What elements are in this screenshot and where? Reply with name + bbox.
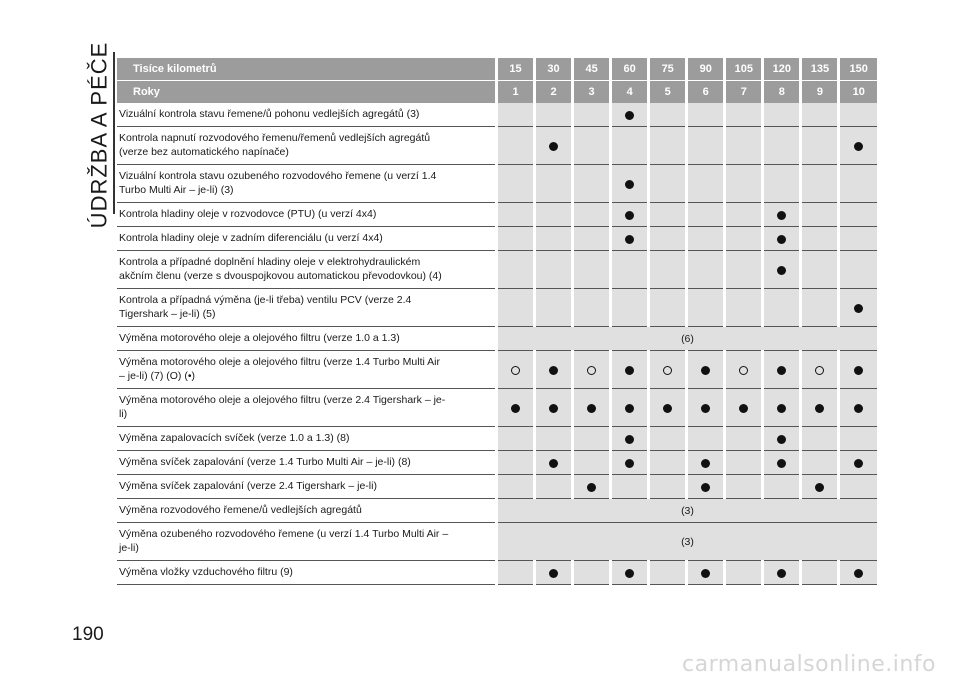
filled-circle-icon (625, 459, 634, 468)
row-note: (3) (496, 499, 877, 523)
interval-cell (687, 103, 725, 127)
interval-cell (763, 427, 801, 451)
row-description: Kontrola hladiny oleje v zadním diferenciálu (u verzí 4x4) (117, 227, 496, 251)
filled-circle-icon (854, 142, 863, 151)
interval-cell (535, 203, 573, 227)
filled-circle-icon (854, 404, 863, 413)
filled-circle-icon (625, 211, 634, 220)
table-row (117, 289, 877, 327)
interval-cell (649, 289, 687, 327)
interval-cell (839, 227, 877, 251)
header-year-cell: 9 (801, 81, 839, 104)
header-km-cell: 75 (649, 58, 687, 81)
header-km-cell: 45 (573, 58, 611, 81)
header-year-cell: 10 (839, 81, 877, 104)
interval-cell (649, 165, 687, 203)
interval-cell (763, 389, 801, 427)
interval-cell (687, 351, 725, 389)
interval-cell (801, 427, 839, 451)
row-note: (6) (496, 327, 877, 351)
interval-cell (801, 351, 839, 389)
table-row (117, 103, 877, 127)
table-row (117, 127, 877, 165)
interval-cell (496, 165, 534, 203)
interval-cell (725, 127, 763, 165)
interval-cell (725, 203, 763, 227)
interval-cell (535, 227, 573, 251)
interval-cell (573, 389, 611, 427)
table-row (117, 427, 877, 451)
interval-cell (611, 561, 649, 585)
interval-cell (839, 351, 877, 389)
filled-circle-icon (625, 366, 634, 375)
watermark: carmanualsonline.info (682, 652, 936, 677)
interval-cell (725, 351, 763, 389)
interval-cell (687, 127, 725, 165)
interval-cell (573, 351, 611, 389)
maintenance-schedule-table (117, 58, 877, 585)
table-row (117, 165, 877, 203)
interval-cell (573, 103, 611, 127)
interval-cell (649, 389, 687, 427)
interval-cell (725, 451, 763, 475)
interval-cell (611, 227, 649, 251)
filled-circle-icon (815, 404, 824, 413)
interval-cell (535, 389, 573, 427)
filled-circle-icon (701, 483, 710, 492)
interval-cell (687, 203, 725, 227)
header-km-cell: 105 (725, 58, 763, 81)
row-description: Výměna svíček zapalování (verze 1.4 Turbo Multi Air – je-li) (8) (117, 451, 496, 475)
row-description: Výměna motorového oleje a olejového filtru (verze 1.0 a 1.3) (117, 327, 496, 351)
filled-circle-icon (777, 266, 786, 275)
table-row (117, 351, 877, 389)
section-divider (113, 52, 115, 214)
interval-cell (839, 103, 877, 127)
interval-cell (763, 227, 801, 251)
filled-circle-icon (739, 404, 748, 413)
section-title: ÚDRŽBA A PÉČE (86, 41, 111, 228)
interval-cell (801, 251, 839, 289)
filled-circle-icon (587, 404, 596, 413)
filled-circle-icon (549, 404, 558, 413)
row-note: (3) (496, 523, 877, 561)
filled-circle-icon (777, 404, 786, 413)
header-km-label: Tisíce kilometrů (117, 58, 496, 81)
header-year-cell: 1 (496, 81, 534, 104)
row-description: Výměna ozubeného rozvodového řemene (u verzí 1.4 Turbo Multi Air – je-li) (117, 523, 496, 561)
interval-cell (763, 251, 801, 289)
filled-circle-icon (854, 569, 863, 578)
interval-cell (801, 127, 839, 165)
interval-cell (763, 561, 801, 585)
row-description: Kontrola a případná výměna (je-li třeba) ventilu PCV (verze 2.4 Tigershark – je-li) (5) (117, 289, 496, 327)
filled-circle-icon (854, 459, 863, 468)
header-row-km (117, 58, 877, 81)
interval-cell (801, 389, 839, 427)
interval-cell (687, 165, 725, 203)
interval-cell (611, 251, 649, 289)
interval-cell (573, 127, 611, 165)
interval-cell (496, 427, 534, 451)
interval-cell (611, 127, 649, 165)
row-description: Výměna motorového oleje a olejového filtru (verze 2.4 Tigershark – je- li) (117, 389, 496, 427)
interval-cell (763, 103, 801, 127)
interval-cell (725, 561, 763, 585)
interval-cell (611, 351, 649, 389)
interval-cell (763, 475, 801, 499)
filled-circle-icon (701, 569, 710, 578)
interval-cell (496, 227, 534, 251)
header-year-cell: 6 (687, 81, 725, 104)
row-description: Kontrola a případné doplnění hladiny oleje v elektrohydraulickém akčním členu (verze s dvouspojkovou automatickou převodovkou) (4) (117, 251, 496, 289)
table-row (117, 561, 877, 585)
interval-cell (801, 227, 839, 251)
interval-cell (801, 475, 839, 499)
interval-cell (611, 165, 649, 203)
interval-cell (839, 289, 877, 327)
interval-cell (611, 389, 649, 427)
interval-cell (611, 289, 649, 327)
row-description: Kontrola hladiny oleje v rozvodovce (PTU) (u verzí 4x4) (117, 203, 496, 227)
interval-cell (801, 451, 839, 475)
interval-cell (839, 165, 877, 203)
interval-cell (496, 351, 534, 389)
row-description: Vizuální kontrola stavu ozubeného rozvodového řemene (u verzí 1.4 Turbo Multi Air – je-li) (3) (117, 165, 496, 203)
table-row (117, 475, 877, 499)
filled-circle-icon (777, 235, 786, 244)
row-description: Kontrola napnutí rozvodového řemenu/řemenů vedlejších agregátů (verze bez automatického napínače) (117, 127, 496, 165)
filled-circle-icon (511, 404, 520, 413)
header-year-cell: 5 (649, 81, 687, 104)
interval-cell (725, 427, 763, 451)
interval-cell (535, 561, 573, 585)
interval-cell (573, 227, 611, 251)
interval-cell (801, 203, 839, 227)
header-km-cell: 135 (801, 58, 839, 81)
interval-cell (763, 351, 801, 389)
interval-cell (496, 127, 534, 165)
interval-cell (535, 351, 573, 389)
filled-circle-icon (549, 366, 558, 375)
interval-cell (649, 203, 687, 227)
interval-cell (649, 475, 687, 499)
interval-cell (763, 127, 801, 165)
row-description: Výměna rozvodového řemene/ů vedlejších agregátů (117, 499, 496, 523)
interval-cell (649, 561, 687, 585)
interval-cell (573, 251, 611, 289)
interval-cell (801, 289, 839, 327)
interval-cell (573, 289, 611, 327)
filled-circle-icon (587, 483, 596, 492)
interval-cell (611, 103, 649, 127)
interval-cell (839, 203, 877, 227)
interval-cell (649, 427, 687, 451)
interval-cell (649, 351, 687, 389)
open-circle-icon (663, 366, 672, 375)
interval-cell (801, 165, 839, 203)
interval-cell (611, 203, 649, 227)
interval-cell (725, 289, 763, 327)
interval-cell (496, 475, 534, 499)
interval-cell (535, 427, 573, 451)
interval-cell (573, 427, 611, 451)
interval-cell (496, 289, 534, 327)
interval-cell (496, 561, 534, 585)
interval-cell (649, 451, 687, 475)
interval-cell (611, 451, 649, 475)
interval-cell (763, 451, 801, 475)
table-row (117, 251, 877, 289)
interval-cell (535, 475, 573, 499)
interval-cell (763, 203, 801, 227)
interval-cell (687, 427, 725, 451)
interval-cell (725, 227, 763, 251)
open-circle-icon (739, 366, 748, 375)
table-row (117, 227, 877, 251)
interval-cell (839, 451, 877, 475)
interval-cell (839, 127, 877, 165)
interval-cell (687, 389, 725, 427)
filled-circle-icon (625, 235, 634, 244)
filled-circle-icon (549, 142, 558, 151)
header-row-years (117, 81, 877, 104)
filled-circle-icon (854, 304, 863, 313)
header-km-cell: 150 (839, 58, 877, 81)
open-circle-icon (815, 366, 824, 375)
header-year-cell: 4 (611, 81, 649, 104)
interval-cell (649, 127, 687, 165)
interval-cell (687, 475, 725, 499)
interval-cell (763, 289, 801, 327)
filled-circle-icon (777, 459, 786, 468)
interval-cell (611, 475, 649, 499)
interval-cell (687, 227, 725, 251)
interval-cell (496, 451, 534, 475)
interval-cell (649, 227, 687, 251)
interval-cell (839, 389, 877, 427)
interval-cell (649, 251, 687, 289)
header-year-cell: 3 (573, 81, 611, 104)
interval-cell (573, 203, 611, 227)
table-row (117, 451, 877, 475)
filled-circle-icon (625, 404, 634, 413)
filled-circle-icon (663, 404, 672, 413)
header-year-cell: 2 (535, 81, 573, 104)
header-year-cell: 7 (725, 81, 763, 104)
interval-cell (687, 451, 725, 475)
header-km-cell: 120 (763, 58, 801, 81)
interval-cell (535, 103, 573, 127)
interval-cell (801, 103, 839, 127)
row-description: Výměna vložky vzduchového filtru (9) (117, 561, 496, 585)
interval-cell (839, 561, 877, 585)
interval-cell (839, 475, 877, 499)
interval-cell (535, 165, 573, 203)
filled-circle-icon (777, 211, 786, 220)
interval-cell (496, 103, 534, 127)
header-years-label: Roky (117, 81, 496, 104)
header-km-cell: 90 (687, 58, 725, 81)
schedule-body (117, 103, 877, 585)
filled-circle-icon (777, 435, 786, 444)
interval-cell (535, 289, 573, 327)
interval-cell (535, 127, 573, 165)
filled-circle-icon (777, 366, 786, 375)
interval-cell (839, 251, 877, 289)
open-circle-icon (587, 366, 596, 375)
interval-cell (839, 427, 877, 451)
interval-cell (725, 165, 763, 203)
interval-cell (573, 475, 611, 499)
filled-circle-icon (625, 180, 634, 189)
filled-circle-icon (815, 483, 824, 492)
interval-cell (725, 475, 763, 499)
interval-cell (725, 389, 763, 427)
interval-cell (496, 389, 534, 427)
interval-cell (649, 103, 687, 127)
table-row (117, 499, 877, 523)
filled-circle-icon (625, 435, 634, 444)
interval-cell (535, 251, 573, 289)
table-row (117, 523, 877, 561)
interval-cell (687, 289, 725, 327)
header-km-cell: 15 (496, 58, 534, 81)
filled-circle-icon (625, 569, 634, 578)
page-number: 190 (72, 624, 104, 645)
interval-cell (725, 103, 763, 127)
interval-cell (687, 561, 725, 585)
row-description: Výměna svíček zapalování (verze 2.4 Tigershark – je-li) (117, 475, 496, 499)
filled-circle-icon (777, 569, 786, 578)
table-row (117, 327, 877, 351)
interval-cell (573, 451, 611, 475)
filled-circle-icon (854, 366, 863, 375)
filled-circle-icon (549, 459, 558, 468)
interval-cell (573, 561, 611, 585)
header-km-cell: 60 (611, 58, 649, 81)
interval-cell (496, 251, 534, 289)
filled-circle-icon (701, 404, 710, 413)
row-description: Výměna zapalovacích svíček (verze 1.0 a 1.3) (8) (117, 427, 496, 451)
interval-cell (801, 561, 839, 585)
interval-cell (763, 165, 801, 203)
table-row (117, 203, 877, 227)
filled-circle-icon (625, 111, 634, 120)
interval-cell (725, 251, 763, 289)
filled-circle-icon (701, 366, 710, 375)
interval-cell (611, 427, 649, 451)
interval-cell (535, 451, 573, 475)
filled-circle-icon (549, 569, 558, 578)
interval-cell (573, 165, 611, 203)
interval-cell (496, 203, 534, 227)
table-row (117, 389, 877, 427)
header-year-cell: 8 (763, 81, 801, 104)
interval-cell (687, 251, 725, 289)
header-km-cell: 30 (535, 58, 573, 81)
filled-circle-icon (701, 459, 710, 468)
open-circle-icon (511, 366, 520, 375)
row-description: Vizuální kontrola stavu řemene/ů pohonu vedlejších agregátů (3) (117, 103, 496, 127)
row-description: Výměna motorového oleje a olejového filtru (verze 1.4 Turbo Multi Air – je-li) (7) (O) (•) (117, 351, 496, 389)
